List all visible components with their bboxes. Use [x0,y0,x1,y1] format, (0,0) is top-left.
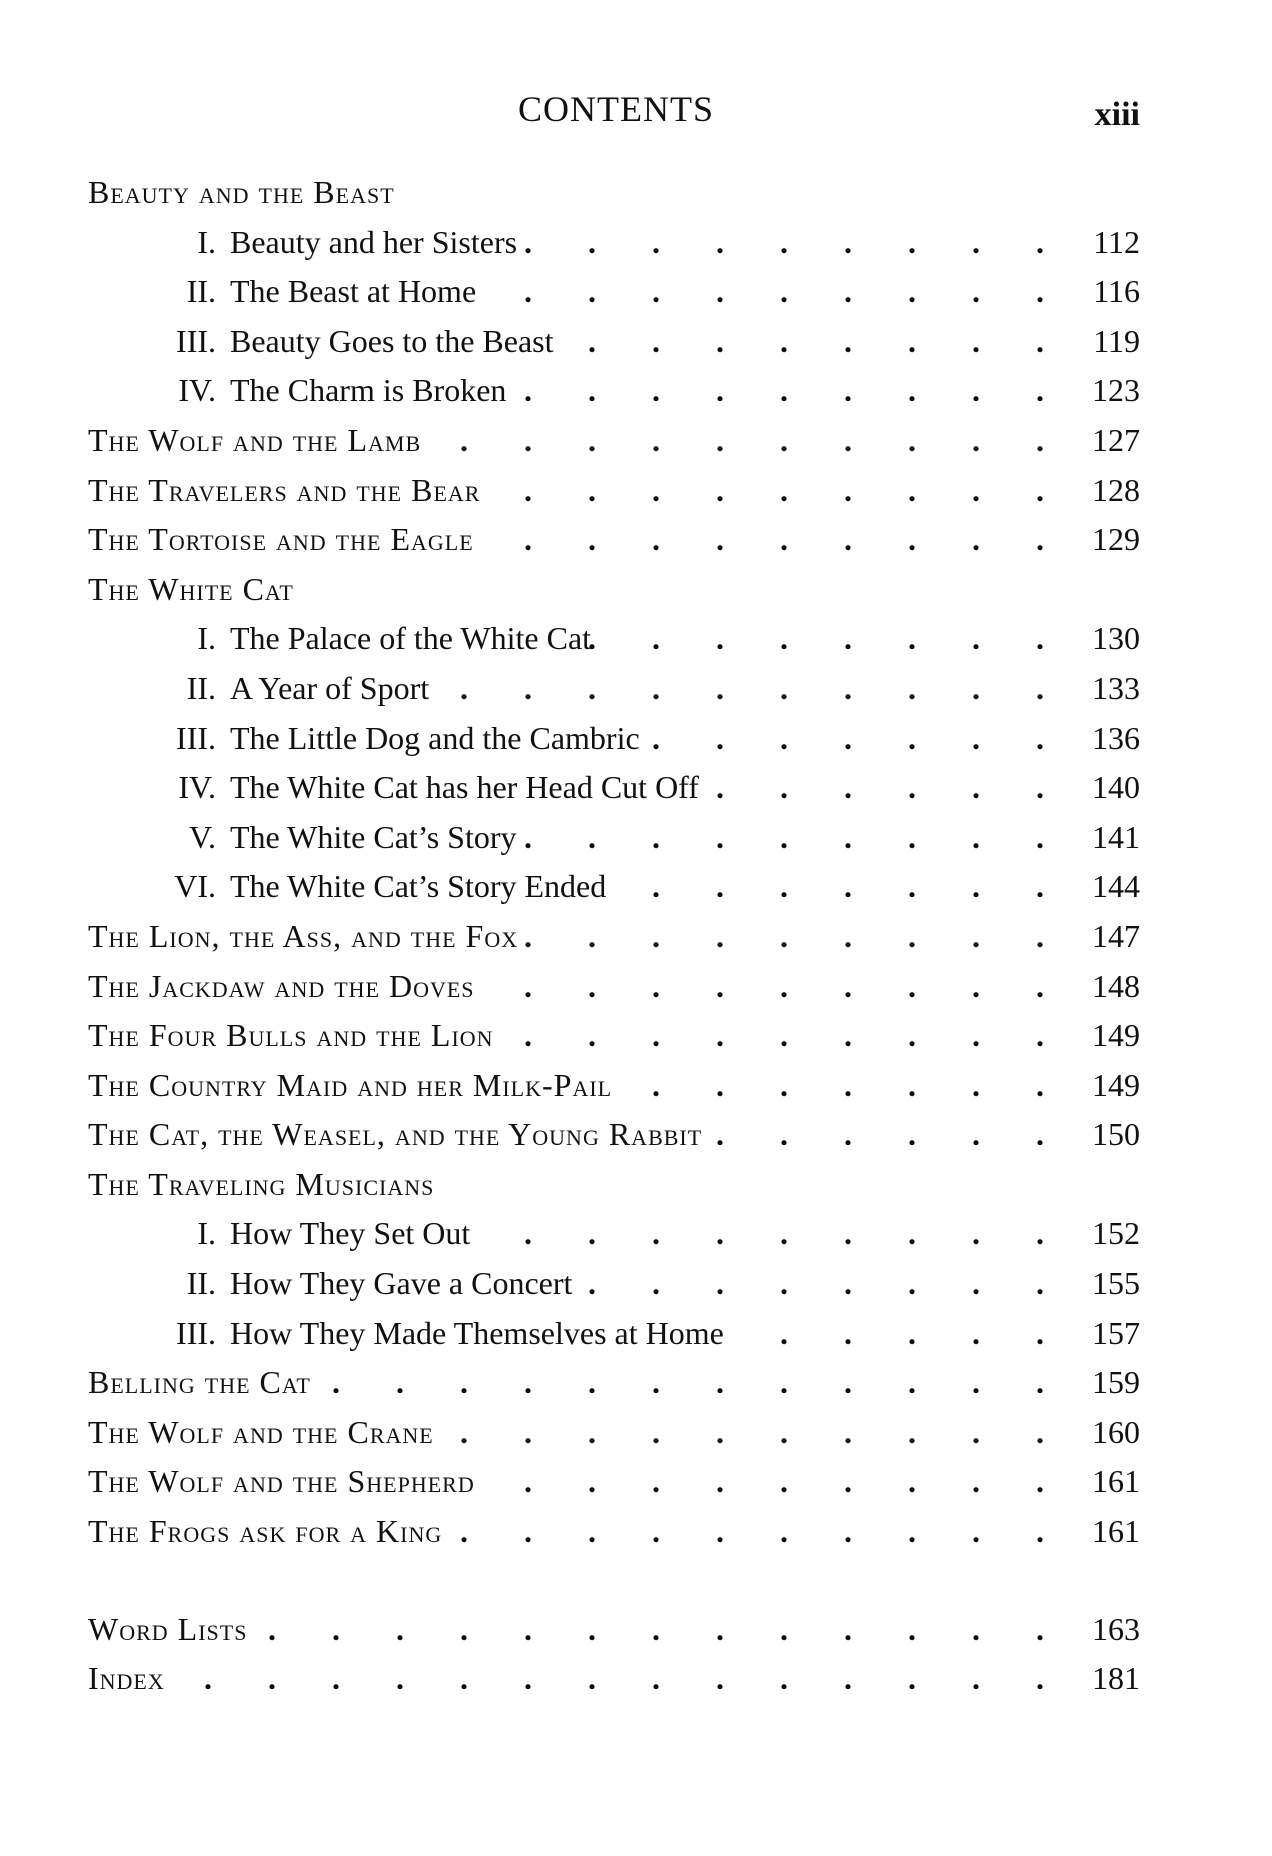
toc-entry-label [88,366,506,416]
toc-subentry [88,664,1140,714]
dot-leaders: . . . . . . . [652,719,1068,756]
toc-spacer [88,1557,1140,1605]
toc-subentry [88,862,1140,912]
toc-entry-number: III. [176,719,216,756]
toc-entry-label [88,317,553,367]
toc-entry-title: The White Cat has her Head Cut Off [230,769,699,806]
toc-page-number: 140 [1092,769,1140,806]
toc-entry-number: I. [197,223,216,260]
toc-entry-label [88,862,606,912]
toc-entry-label [88,1457,475,1507]
toc-page-number: 161 [1092,1513,1140,1550]
dot-leaders: . . . . . . [716,769,1068,806]
toc-subentry [88,366,1140,416]
toc-entry-label [88,1507,442,1557]
toc-subentry [88,218,1140,268]
dot-leaders: . . . . . . . . . [524,967,1068,1004]
dot-leaders: . . . . . . . . . . . . [332,1364,1068,1401]
toc-entry-title: The Traveling Musicians [88,1165,435,1202]
toc-entry [88,912,1140,962]
toc-entry-number: IV. [178,769,216,806]
toc-entry [88,1110,1140,1160]
toc-entry [88,1358,1140,1408]
toc-entry-label [88,218,517,268]
toc-entry-number: I. [197,1215,216,1252]
dot-leaders: . . . . . . . . . . . . . . [204,1660,1068,1697]
toc-page-number: 136 [1092,719,1140,756]
dot-leaders: . . . . . . . [652,868,1068,905]
dot-leaders: . . . . . . . . . . [460,1513,1068,1550]
toc-page-number: 147 [1092,917,1140,954]
toc-entry-title: The Jackdaw and the Doves [88,967,475,1004]
toc-page-number: 160 [1092,1413,1140,1450]
toc-subentry [88,1309,1140,1359]
table-of-contents [88,168,1140,1704]
toc-entry-number: II. [186,1265,216,1302]
toc-entry-number: VI. [174,868,216,905]
dot-leaders: . . . . . . . . . . [460,1413,1068,1450]
toc-entry-title: The Palace of the White Cat [230,620,592,657]
toc-entry-title: The Travelers and the Bear [88,471,481,508]
dot-leaders: . . . . . . . . . [524,818,1068,855]
dot-leaders: . . . . . . . . . [524,223,1068,260]
toc-page-number: 150 [1092,1116,1140,1153]
toc-entry [88,1160,1140,1210]
toc-entry [88,416,1140,466]
dot-leaders: . . . . . . . . . [524,521,1068,558]
toc-entry-label [88,1358,311,1408]
toc-entry-label [88,614,591,664]
toc-page-number: 155 [1092,1265,1140,1302]
toc-subentry [88,714,1140,764]
page-title: CONTENTS [518,89,714,129]
toc-entry-title: The Frogs ask for a King [88,1513,443,1550]
dot-leaders: . . . . . . . . . [524,1215,1068,1252]
toc-entry-title: How They Gave a Concert [230,1265,573,1302]
toc-entry-label [88,1408,434,1458]
toc-page-number: 128 [1092,471,1140,508]
dot-leaders: . . . . . . . [652,1066,1068,1103]
dot-leaders: . . . . . . . . . . [460,421,1068,458]
toc-subentry [88,267,1140,317]
toc-entry-label [88,1011,494,1061]
toc-entry-title: The Four Bulls and the Lion [88,1017,494,1054]
toc-entry-title: The Country Maid and her Milk-Pail [88,1066,613,1103]
toc-entry-title: The Wolf and the Crane [88,1413,434,1450]
dot-leaders: . . . . . . . . . [524,471,1068,508]
toc-page-number: 112 [1093,223,1140,260]
toc-page-number: 152 [1092,1215,1140,1252]
toc-entry [88,1654,1140,1704]
toc-entry-title: The Lion, the Ass, and the Fox [88,917,519,954]
toc-entry-label [88,1209,470,1259]
toc-page-number: 133 [1092,669,1140,706]
toc-page-number: 149 [1092,1066,1140,1103]
toc-page-number: 161 [1092,1463,1140,1500]
dot-leaders: . . . . . . . . . [524,372,1068,409]
toc-entry-number: V. [189,818,216,855]
dot-leaders: . . . . . [780,1314,1068,1351]
toc-entry-title: A Year of Sport [230,669,430,706]
toc-entry-label [88,267,476,317]
page-folio: xiii [1094,96,1140,133]
toc-entry-title: The Tortoise and the Eagle [88,521,474,558]
toc-entry-label [88,515,474,565]
toc-entry-number: II. [186,273,216,310]
toc-entry-label [88,664,429,714]
toc-entry-title: The Beast at Home [230,273,477,310]
toc-entry-label [88,1605,247,1655]
toc-entry-label [88,714,640,764]
toc-page-number: 157 [1092,1314,1140,1351]
toc-page-number: 129 [1092,521,1140,558]
toc-entry-number: II. [186,669,216,706]
toc-entry-label [88,1061,612,1111]
toc-entry-number: I. [197,620,216,657]
toc-entry-label [88,912,518,962]
toc-subentry [88,763,1140,813]
toc-entry-title: The Wolf and the Shepherd [88,1463,475,1500]
toc-entry-title: The White Cat’s Story [230,818,517,855]
toc-entry [88,1457,1140,1507]
running-head [0,88,1272,138]
toc-entry-number: III. [176,1314,216,1351]
toc-entry-label [88,1309,724,1359]
toc-entry-number: IV. [178,372,216,409]
toc-entry-title: The Little Dog and the Cambric [230,719,640,756]
toc-entry-label [88,1259,572,1309]
toc-entry-label [88,1110,702,1160]
toc-entry [88,1408,1140,1458]
toc-entry-title: Word Lists [88,1610,248,1647]
toc-entry [88,962,1140,1012]
toc-entry-number: III. [176,322,216,359]
toc-entry-title: Beauty and her Sisters [230,223,518,260]
toc-entry-title: The Cat, the Weasel, and the Young Rabbit [88,1116,703,1153]
dot-leaders: . . . . . . . . . [524,917,1068,954]
dot-leaders: . . . . . . . . . [524,1463,1068,1500]
toc-entry-title: Belling the Cat [88,1364,311,1401]
toc-page-number: 144 [1092,868,1140,905]
toc-entry-title: Beauty Goes to the Beast [230,322,554,359]
toc-entry [88,168,1140,218]
dot-leaders: . . . . . . [716,1116,1068,1153]
toc-subentry [88,317,1140,367]
toc-page-number: 130 [1092,620,1140,657]
toc-page-number: 149 [1092,1017,1140,1054]
toc-entry-label [88,962,475,1012]
dot-leaders: . . . . . . . . . . [460,669,1068,706]
toc-entry-label [88,1654,165,1704]
toc-entry [88,515,1140,565]
toc-entry-title: The Charm is Broken [230,372,507,409]
toc-entry-title: How They Set Out [230,1215,471,1252]
toc-entry [88,565,1140,615]
toc-page-number: 181 [1092,1660,1140,1697]
toc-entry-label [88,168,395,218]
toc-page-number: 123 [1092,372,1140,409]
toc-entry-title: The Wolf and the Lamb [88,421,422,458]
toc-subentry [88,813,1140,863]
toc-entry-label [88,565,294,615]
toc-page-number: 127 [1092,421,1140,458]
toc-page-number: 163 [1092,1610,1140,1647]
dot-leaders: . . . . . . . . . . . . . [268,1610,1068,1647]
dot-leaders: . . . . . . . . [588,322,1068,359]
toc-entry [88,1605,1140,1655]
toc-entry-title: Index [88,1660,165,1697]
toc-subentry [88,614,1140,664]
toc-entry-title: How They Made Themselves at Home [230,1314,724,1351]
toc-entry-title: Beauty and the Beast [88,174,395,210]
toc-entry-label [88,813,516,863]
toc-entry [88,1507,1140,1557]
toc-entry [88,466,1140,516]
toc-subentry [88,1209,1140,1259]
toc-entry-title: The White Cat’s Story Ended [230,868,607,905]
toc-entry-label [88,416,421,466]
toc-page-number: 159 [1092,1364,1140,1401]
dot-leaders: . . . . . . . . [588,620,1068,657]
toc-entry-label [88,763,699,813]
dot-leaders: . . . . . . . . . [524,1017,1068,1054]
toc-page-number: 119 [1093,322,1140,359]
toc-entry-label [88,466,480,516]
dot-leaders: . . . . . . . . . [524,273,1068,310]
toc-entry [88,1011,1140,1061]
toc-subentry [88,1259,1140,1309]
toc-page-number: 141 [1092,818,1140,855]
toc-entry [88,1061,1140,1111]
toc-page-number: 148 [1092,967,1140,1004]
toc-entry-label [88,1160,434,1210]
toc-entry-title: The White Cat [88,570,294,607]
toc-page-number: 116 [1093,273,1140,310]
dot-leaders: . . . . . . . . [588,1265,1068,1302]
